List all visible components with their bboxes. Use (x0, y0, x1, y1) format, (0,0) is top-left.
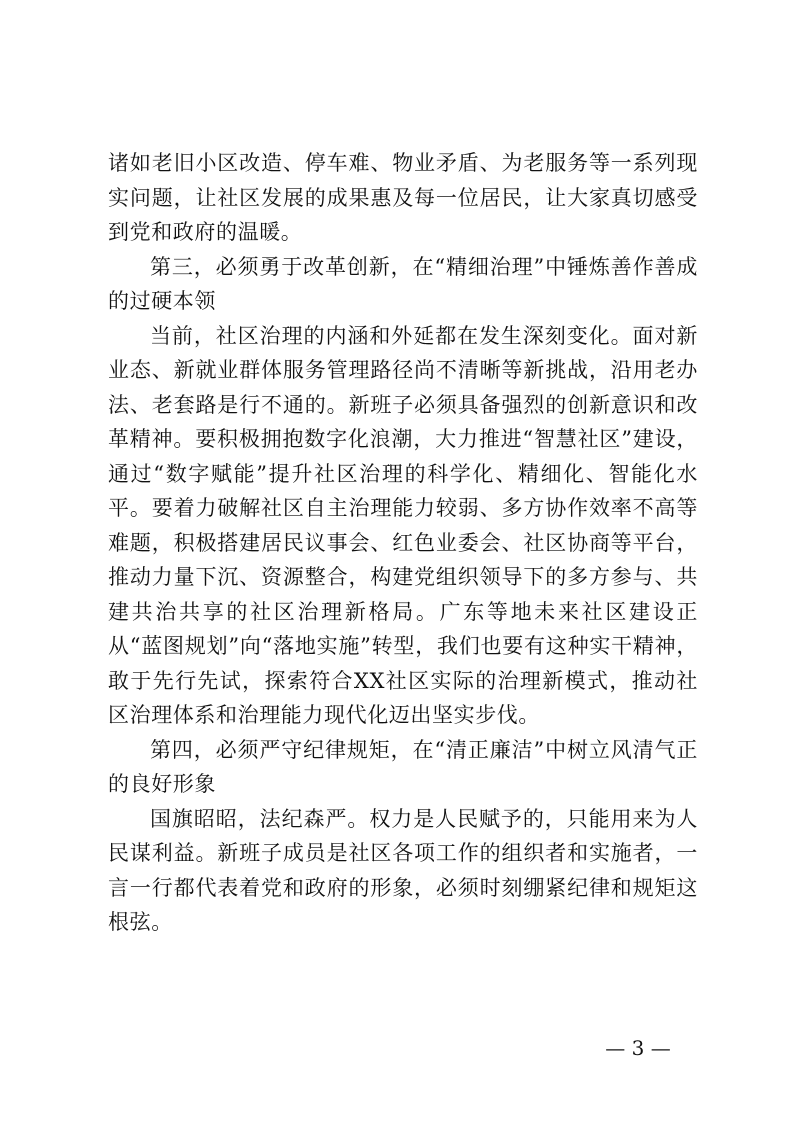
section-heading-fourth: 第四，必须严守纪律规矩，在“清正廉洁”中树立风清气正的良好形象 (108, 737, 698, 796)
body-text (108, 146, 698, 940)
paragraph-continuation: 诸如老旧小区改造、停车难、物业矛盾、为老服务等一系列现实问题，让社区发展的成果惠及每一位居民，让大家真切感受到党和政府的温暖。 (108, 151, 698, 244)
paragraph-discipline: 国旗昭昭，法纪森严。权力是人民赋予的，只能用来为人民谋利益。新班子成员是社区各项工作的组织者和实施者，一言一行都代表着党和政府的形象，必须时刻绷紧纪律和规矩这根弦。 (108, 806, 698, 934)
page-number: — 3 — (605, 1036, 671, 1060)
paragraph-innovation: 当前，社区治理的内涵和外延都在发生深刻变化。面对新业态、新就业群体服务管理路径尚不清晰等新挑战，沿用老办法、老套路是行不通的。新班子必须具备强烈的创新意识和改革精神。要积极拥抱数字化浪潮，大力推进“智慧社区”建设，通过“数字赋能”提升社区治理的科学化、精细化、智能化水平。要着力破解社区自主治理能力较弱、多方协作效率不高等难题，积极搭建居民议事会、红色业委会、社区协商等平台，推动力量下沉、资源整合，构建党组织领导下的多方参与、共建共治共享的社区治理新格局。广东等地未来社区建设正从“蓝图规划”向“落地实施”转型，我们也要有这种实干精神，敢于先行先试，探索符合XX社区实际的治理新模式，推动社区治理体系和治理能力现代化迈出坚实步伐。 (108, 323, 698, 727)
section-heading-third: 第三，必须勇于改革创新，在“精细治理”中锤炼善作善成的过硬本领 (108, 254, 698, 313)
